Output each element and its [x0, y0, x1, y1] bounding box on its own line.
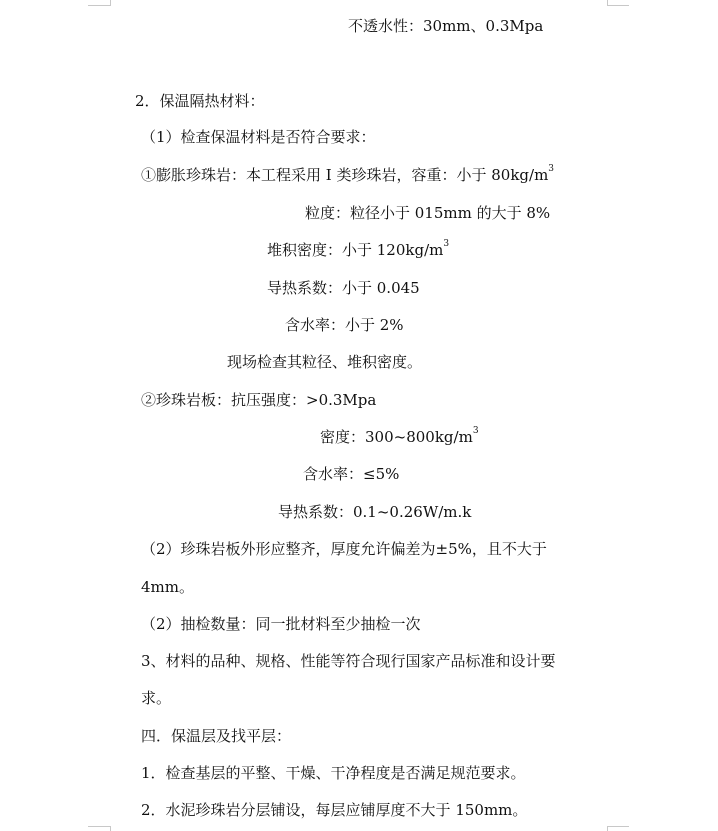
text-line: 现场检查其粒径、堆积密度。 [227, 353, 423, 371]
text-line [320, 427, 479, 447]
text-line: 3、材料的品种、规格、性能等符合现行国家产品标准和设计要 [141, 652, 556, 670]
text-line: 不透水性：30mm、0.3Mpa [348, 17, 544, 35]
crop-mark-top-left-h [88, 5, 110, 6]
line-text: 堆积密度：小于 120kg/m [267, 241, 444, 259]
crop-mark-bottom-right-h [607, 826, 629, 827]
section-heading: 2．保温隔热材料： [135, 92, 265, 110]
text-line: 2．水泥珍珠岩分层铺设，每层应铺厚度不大于 150mm。 [141, 801, 528, 819]
text-line: （2）抽检数量：同一批材料至少抽检一次 [141, 615, 421, 633]
text-line [141, 165, 554, 185]
crop-mark-top-right-h [607, 5, 629, 6]
text-line: 粒度：粒径小于 015mm 的大于 8% [305, 204, 551, 222]
crop-mark-top-right-v [607, 0, 608, 6]
text-line: 4mm。 [141, 578, 194, 596]
text-line: 含水率：小于 2% [285, 316, 404, 334]
text-line: （2）珍珠岩板外形应整齐，厚度允许偏差为±5%，且不大于 [141, 540, 547, 558]
text-line: 1．检查基层的平整、干燥、干净程度是否满足规范要求。 [141, 764, 526, 782]
crop-mark-bottom-left-v [110, 826, 111, 831]
line-text: 密度：300~800kg/m [320, 428, 473, 446]
text-line: 含水率：≤5% [303, 465, 400, 483]
superscript: 3 [548, 164, 555, 174]
text-line: 求。 [141, 689, 172, 707]
crop-mark-bottom-left-h [88, 826, 110, 827]
crop-mark-top-left-v [110, 0, 111, 6]
text-line: 导热系数：0.1~0.26W/m.k [278, 503, 472, 521]
section-heading: 四．保温层及找平层： [141, 727, 292, 745]
superscript: 3 [472, 426, 479, 436]
text-line: 导热系数：小于 0.045 [267, 279, 420, 297]
text-line [267, 240, 449, 260]
line-text: ①膨胀珍珠岩：本工程采用 I 类珍珠岩，容重：小于 80kg/m [141, 166, 549, 184]
crop-mark-bottom-right-v [607, 826, 608, 831]
text-line: （1）检查保温材料是否符合要求： [141, 128, 376, 146]
superscript: 3 [443, 239, 450, 249]
text-line: ②珍珠岩板：抗压强度：>0.3Mpa [141, 391, 377, 409]
